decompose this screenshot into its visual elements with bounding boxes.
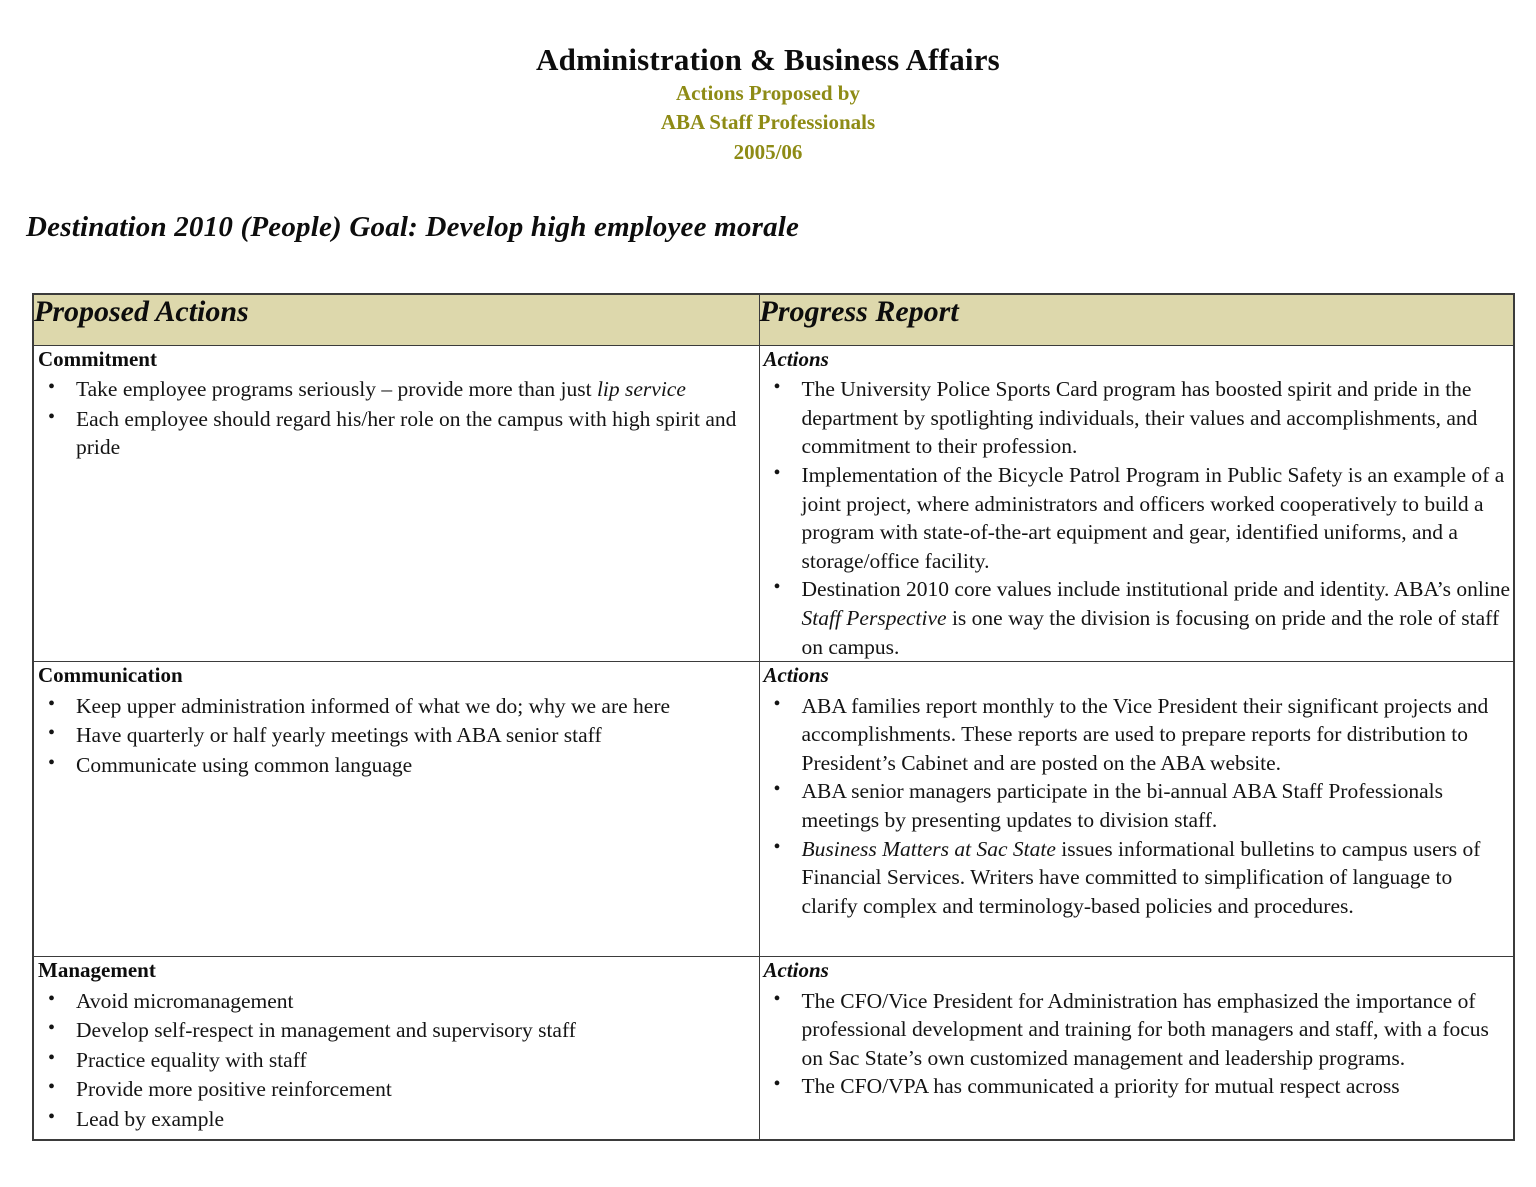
emphasized-text: Business Matters at Sac State xyxy=(801,836,1056,861)
cell-progress-report xyxy=(759,346,1514,662)
list-item-text: Lead by example xyxy=(76,1106,225,1131)
cell-section-title: Actions xyxy=(763,347,829,371)
list-item xyxy=(760,987,1514,1073)
list-item xyxy=(34,1075,759,1104)
list-item-text: Provide more positive reinforcement xyxy=(76,1077,392,1102)
document-subtitle-line-3: 2005/06 xyxy=(733,140,803,165)
list-item-text: The CFO/Vice President for Administration has emphasized the importance of professional development and training for both managers and staff, with a focus on Sac State’s own customized management and leadership programs. xyxy=(801,988,1489,1070)
list-item xyxy=(760,575,1514,661)
list-item-text: Have quarterly or half yearly meetings with ABA senior staff xyxy=(76,723,602,748)
list-item xyxy=(760,692,1514,778)
cell-section-title: Actions xyxy=(763,663,829,688)
column-header-progress-report xyxy=(759,294,1514,346)
list-item xyxy=(34,1016,759,1045)
document-title: Administration & Business Affairs xyxy=(536,42,1000,77)
cell-proposed-actions xyxy=(33,957,759,1141)
column-header-label: Progress Report xyxy=(759,295,959,328)
cell-proposed-actions xyxy=(33,662,759,957)
list-item-text: The University Police Sports Card program has boosted spirit and pride in the department by spotlighting individuals, their values and accomplishments, and commitment to their profession. xyxy=(801,377,1478,459)
list-item-text: Practice equality with staff xyxy=(76,1047,307,1072)
table-body xyxy=(33,346,1514,1141)
list-item xyxy=(34,375,759,404)
list-item xyxy=(34,405,759,462)
list-item-text: Communicate using common language xyxy=(76,752,413,777)
list-item-text: ABA senior managers participate in the bi-annual ABA Staff Professionals meetings by presenting updates to division staff. xyxy=(801,779,1443,832)
list-item xyxy=(760,835,1514,921)
document-subtitle-line-2: ABA Staff Professionals xyxy=(660,110,876,135)
document-subtitle-line-1: Actions Proposed by xyxy=(676,80,860,105)
cell-progress-report xyxy=(759,662,1514,957)
bullet-list xyxy=(34,987,759,1134)
list-item-text: is one way the division is focusing on pride and the role of staff on campus. xyxy=(801,606,1500,659)
cell-section-title: Commitment xyxy=(38,347,157,371)
list-item-text: issues informational bulletins to campus users of Financial Services. Writers have committed to simplification of language to clarify complex and terminology-based policies and procedures. xyxy=(801,836,1481,918)
list-item xyxy=(34,692,759,721)
list-item xyxy=(34,1105,759,1134)
list-item-text: ABA families report monthly to the Vice President their significant projects and accomplishments. These reports are used to prepare reports for distribution to President’s Cabinet and are posted on the ABA website. xyxy=(801,693,1489,775)
list-item-text: Each employee should regard his/her role on the campus with high spirit and pride xyxy=(76,406,737,460)
cell-progress-report xyxy=(759,957,1514,1141)
list-item xyxy=(760,461,1514,575)
table-row xyxy=(33,346,1514,662)
goal-statement: Destination 2010 (People) Goal: Develop high employee morale xyxy=(26,211,800,244)
list-item-text: Take employee programs seriously – provide more than just xyxy=(76,377,597,402)
list-item xyxy=(34,987,759,1016)
list-item-text: Develop self-respect in management and supervisory staff xyxy=(76,1018,576,1043)
cell-section-title: Management xyxy=(38,958,156,983)
bullet-list xyxy=(760,692,1514,921)
table-row xyxy=(33,957,1514,1141)
list-item-text: Keep upper administration informed of what we do; why we are here xyxy=(76,693,671,718)
emphasized-text: lip service xyxy=(596,377,686,402)
list-item-text: Destination 2010 core values include institutional pride and identity. ABA’s online xyxy=(801,577,1511,602)
emphasized-text: Staff Perspective xyxy=(801,606,947,631)
list-item xyxy=(760,375,1514,461)
list-item-text: Avoid micromanagement xyxy=(76,988,294,1013)
bullet-list xyxy=(34,375,759,462)
table-row xyxy=(33,662,1514,957)
bullet-list xyxy=(760,987,1514,1101)
list-item xyxy=(34,751,759,780)
column-header-label: Proposed Actions xyxy=(34,295,249,328)
cell-proposed-actions xyxy=(33,346,759,662)
cell-section-title: Communication xyxy=(38,663,183,688)
bullet-list xyxy=(760,375,1514,661)
list-item xyxy=(34,721,759,750)
table-header xyxy=(33,294,1514,346)
list-item-text: The CFO/VPA has communicated a priority for mutual respect across xyxy=(801,1074,1400,1099)
column-header-proposed-actions xyxy=(33,294,759,346)
bullet-list xyxy=(34,692,759,780)
progress-report-table xyxy=(32,293,1515,1141)
table-header-row xyxy=(33,294,1514,346)
list-item xyxy=(760,1072,1514,1101)
document-header xyxy=(0,0,1536,168)
list-item xyxy=(34,1046,759,1075)
cell-section-title: Actions xyxy=(763,958,829,983)
list-item-text: Implementation of the Bicycle Patrol Program in Public Safety is an example of a joint project, where administrators and officers worked cooperatively to build a program with state-of-the-art equipment and gear, identified uniforms, and a storage/office facility. xyxy=(801,463,1505,573)
list-item xyxy=(760,777,1514,834)
